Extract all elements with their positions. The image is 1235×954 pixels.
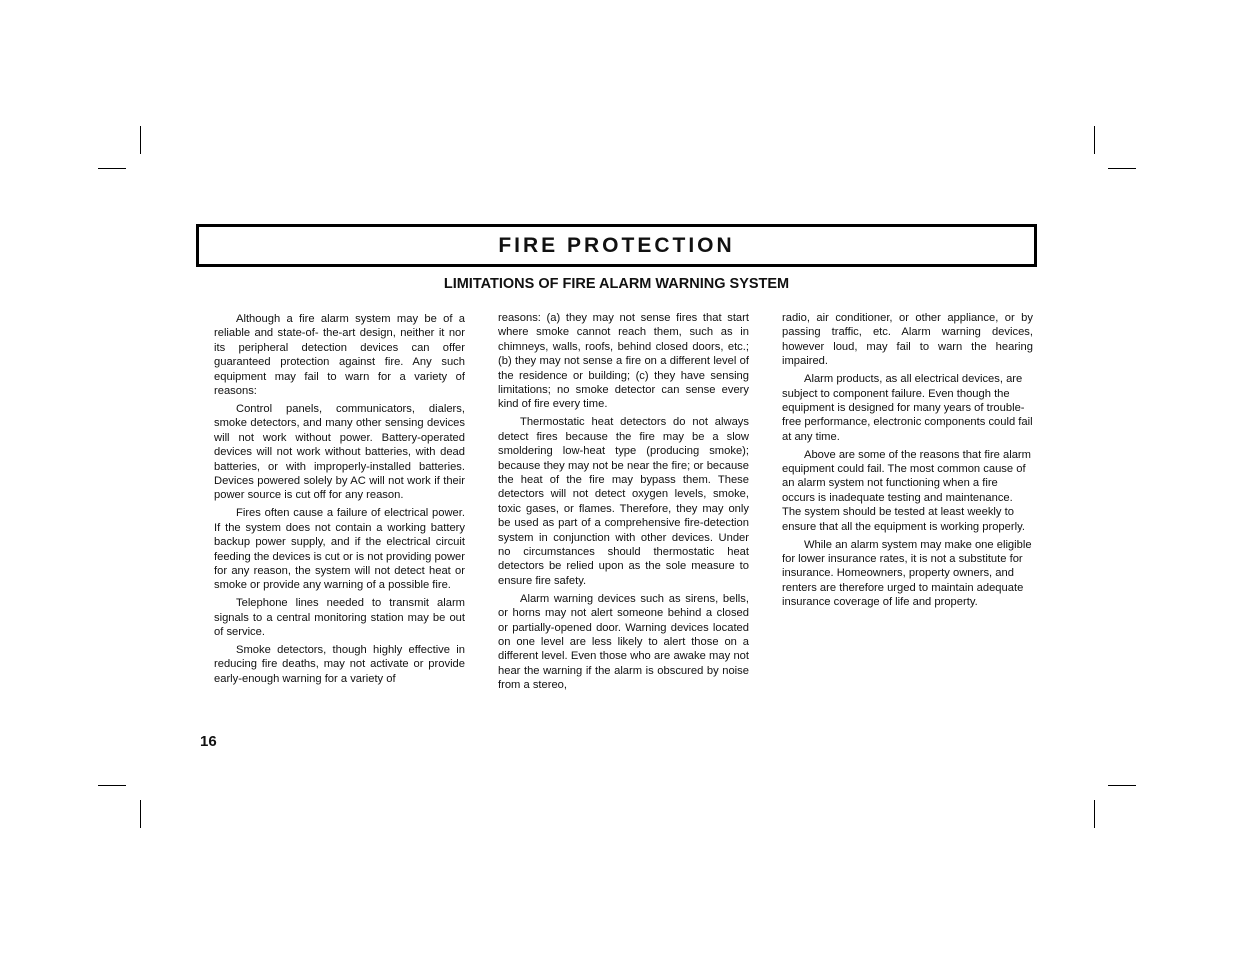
section-heading: LIMITATIONS OF FIRE ALARM WARNING SYSTEM [443,276,790,292]
paragraph: radio, air conditioner, or other appliance, or by passing traffic, etc. Alarm warning devices, however loud, may fail to warn the hearing impaired. [782,312,1033,368]
title-box [196,224,1037,267]
paragraph: Control panels, communicators, dialers, smoke detectors, and many other sensing devices will not work without power. Battery-operated devices will not work without batteries, with dead batteries, or with improperly-installed batteries. Devices powered solely by AC will not work if their power source is cut off for any reason. [214,402,465,502]
paragraph: Thermostatic heat detectors do not always detect fires because the fire may be a slow smoldering low-heat type (producing smoke); because they may not be near the fire; or because the heat of the fire may bypass them. These detectors will not detect oxygen levels, smoke, toxic gases, or flames. Therefore, they may only be used as part of a comprehensive fire-detection system in conjunction with other devices. Under no circumstances should thermostatic heat detectors be relied upon as the sole measure to ensure fire safety. [498,416,749,587]
crop-mark [1094,800,1095,828]
crop-mark [140,126,141,154]
paragraph: Although a fire alarm system may be of a reliable and state-of- the-art design, neither it nor its peripheral detection devices can offer guaranteed protection against fire. Any such equipment may fail to warn for a variety of reasons: [214,313,465,398]
text-column-1 [214,312,465,690]
paragraph: Alarm products, as all electrical devices, are subject to component failure. Even though the equipment is designed for many years of trouble-free performance, electronic components could fail at any time. [782,373,1033,443]
paragraph: Telephone lines needed to transmit alarm signals to a central monitoring station may be out of service. [214,597,465,639]
paragraph: reasons: (a) they may not sense fires that start where smoke cannot reach them, such as in chimneys, walls, roofs, behind closed doors, etc.; (b) they may not sense a fire on a different level of the residence or building; (c) they have sensing limitations; no smoke detector can sense every kind of fire every time. [498,312,749,411]
paragraph: Alarm warning devices such as sirens, bells, or horns may not alert someone behind a closed or partially-opened door. Warning devices located on one level are less likely to alert those on a different level. Even those who are awake may not hear the warning if the alarm is obscured by noise from a stereo, [498,592,749,692]
page-number: 16 [200,733,217,750]
paragraph: Fires often cause a failure of electrical power. If the system does not contain a working battery backup power supply, and if the electrical circuit feeding the devices is cut or is not providing power for any reason, the system will not detect heat or smoke or provide any warning of a possible fire. [214,507,465,592]
crop-mark [140,800,141,828]
crop-mark [1094,126,1095,154]
crop-mark [1108,168,1136,169]
paragraph: While an alarm system may make one eligible for lower insurance rates, it is not a substitute for insurance. Homeowners, property owners, and renters are therefore urged to maintain adequate insurance coverage of life and property. [782,538,1032,609]
text-column-2 [498,311,749,696]
text-column-3 [782,311,1033,613]
crop-mark [98,785,126,786]
crop-mark [98,168,126,169]
paragraph: Above are some of the reasons that fire alarm equipment could fail. The most common cause of an alarm system not functioning when a fire occurs is inadequate testing and maintenance. The system should be tested at least weekly to ensure that all the equipment is working properly. [782,448,1031,533]
paragraph: Smoke detectors, though highly effective in reducing fire deaths, may not activate or provide early-enough warning for a variety of [214,643,465,685]
crop-mark [1108,785,1136,786]
page-title: FIRE PROTECTION [498,233,735,257]
